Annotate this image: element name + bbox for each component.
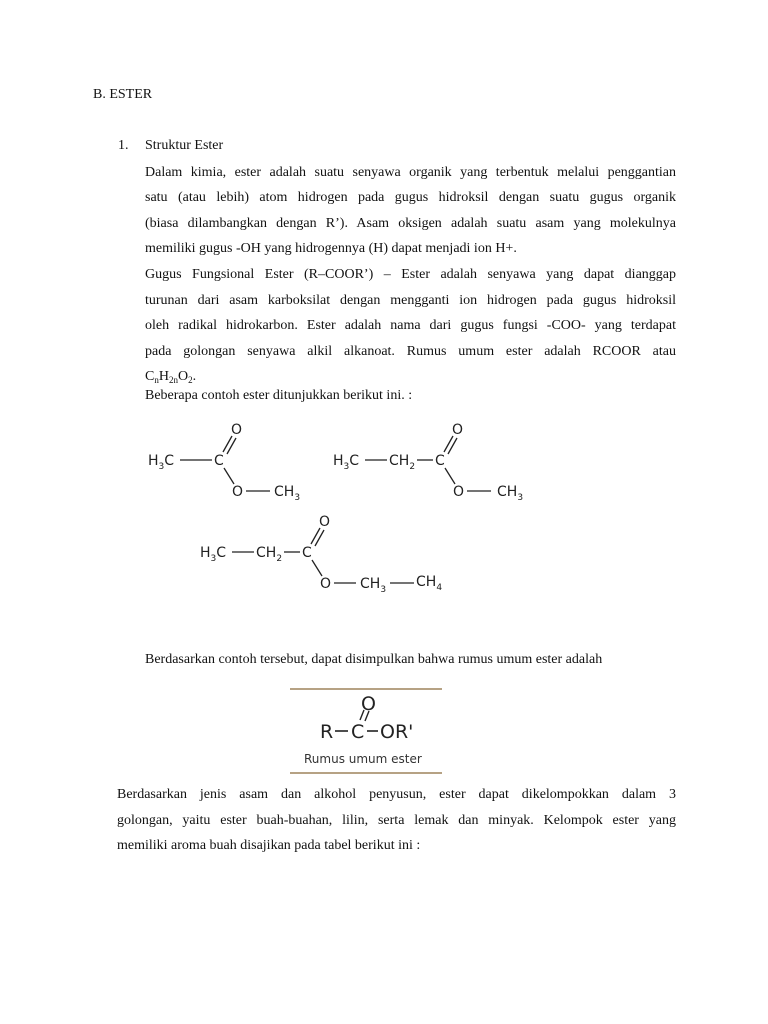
molecular-formula: $C_nH_{2n}O_2$. (145, 369, 197, 385)
section-title: B. ESTER (93, 87, 153, 102)
svg-text:OR': OR' (380, 721, 414, 743)
svg-text:H3C: $H_3C$ (148, 453, 175, 472)
svg-text:H3C: $H_3C$ (333, 453, 360, 472)
structure-methyl-acetate (140, 418, 320, 508)
svg-text:CH3: $CH_3$ (497, 484, 524, 503)
svg-text:CH3: $CH_3$ (274, 484, 301, 503)
structure-ethyl-propanoate (192, 510, 462, 600)
paragraph-line: (biasa dilambangkan dengan R’). Asam oksigen adalah suatu asam yang molekulnya (145, 215, 676, 231)
paragraph-classification (117, 782, 676, 859)
paragraph-line: Berdasarkan jenis asam dan alkohol penyusun, ester dapat dikelompokkan dalam 3 (117, 787, 676, 802)
paragraph-line: pada golongan senyawa alkil alkanoat. Rumus umum ester adalah RCOOR atau (145, 343, 676, 359)
item-title: Struktur Ester (145, 138, 224, 153)
paragraph-line: memiliki aroma buah disajikan pada tabel berikut ini : (117, 838, 421, 853)
svg-text:Rumus umum ester: Rumus umum ester (304, 752, 422, 766)
svg-text:R: R (320, 721, 334, 743)
paragraph-line: satu (atau lebih) atom hidrogen pada gugus hidroksil dengan suatu gugus organik (145, 190, 676, 205)
item-number: 1. (118, 138, 129, 153)
svg-text:H3C: $H_3C$ (200, 545, 227, 564)
svg-text:C: C (302, 545, 312, 561)
paragraph-line: oleh radikal hidrokarbon. Ester adalah nama dari gugus fungsi -COO- yang terdapat (145, 318, 676, 333)
svg-text:CH2: $CH_2$ (389, 453, 416, 472)
svg-text:C: C (351, 721, 365, 743)
paragraph-line: Dalam kimia, ester adalah suatu senyawa organik yang terbentuk melalui penggantian (145, 164, 676, 180)
paragraph-line: memiliki gugus -OH yang hidrogennya (H) dapat menjadi ion H+. (145, 241, 517, 256)
svg-text:O: O (232, 484, 244, 500)
svg-text:O: O (452, 422, 464, 438)
paragraph-definition (145, 134, 676, 262)
paragraph-line: Gugus Fungsional Ester (R–COOR’) – Ester adalah senyawa yang dapat dianggap (145, 267, 676, 282)
svg-text:O: O (231, 422, 243, 438)
svg-text:O: O (453, 484, 465, 500)
structure-methyl-propanoate (325, 418, 540, 508)
svg-text:CH2: $CH_2$ (256, 545, 283, 564)
svg-text:CH3: $CH_3$ (360, 576, 387, 595)
general-ester-formula (290, 688, 442, 774)
svg-text:O: O (319, 514, 331, 530)
svg-text:O: O (320, 576, 332, 592)
svg-text:C: C (214, 453, 224, 469)
conclusion-text: Berdasarkan contoh tersebut, dapat disimpulkan bahwa rumus umum ester adalah (145, 652, 603, 667)
svg-text:CH4: $CH_4$ (416, 574, 443, 593)
svg-text:C: C (435, 453, 445, 469)
paragraph-line: turunan dari asam karboksilat dengan mengganti ion hidrogen pada gugus hidroksil (145, 292, 676, 308)
paragraph-functional-group (145, 262, 676, 390)
paragraph-line: golongan, yaitu ester buah-buahan, lilin, serta lemak dan minyak. Kelompok ester yang (117, 812, 676, 828)
examples-intro: Beberapa contoh ester ditunjukkan berikut ini. : (145, 388, 413, 403)
svg-text:O: O (361, 693, 376, 715)
